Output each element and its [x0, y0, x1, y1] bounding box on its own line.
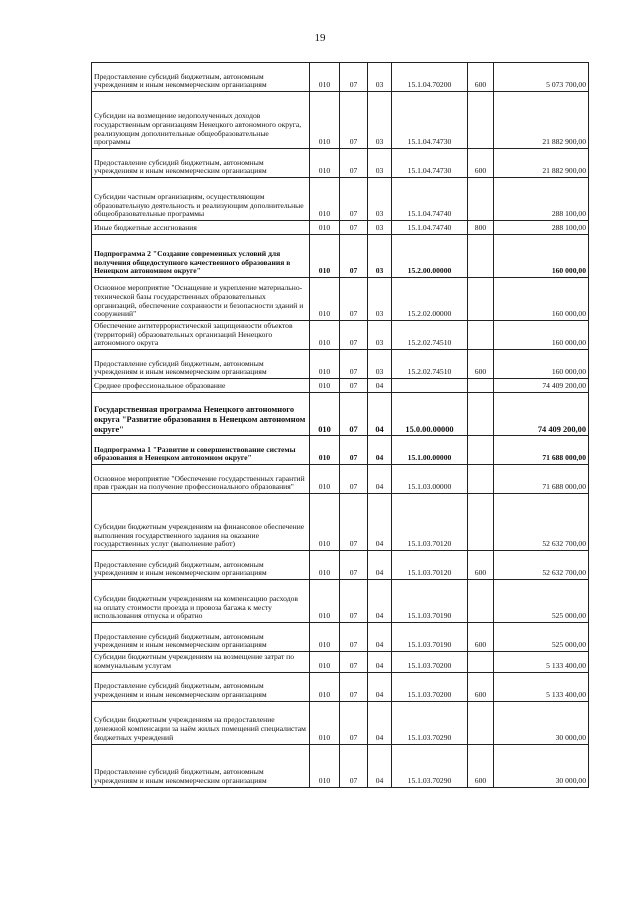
cell-name: Субсидии частным организациям, осуществляющим образовательную деятельность и реализующим дополнительные общеобразовательные программы [92, 178, 310, 221]
cell-expense-type [468, 321, 494, 350]
cell-expense-type [468, 701, 494, 744]
cell-section: 07 [340, 63, 368, 92]
table-row [92, 465, 589, 494]
cell-grbs: 010 [310, 278, 340, 321]
table-row [92, 278, 589, 321]
cell-expense-type [468, 178, 494, 221]
cell-grbs: 010 [310, 551, 340, 580]
cell-subsection: 03 [368, 321, 392, 350]
cell-subsection: 04 [368, 580, 392, 623]
table-row [92, 580, 589, 623]
cell-target-article: 15.0.00.00000 [392, 393, 468, 436]
table-row [92, 321, 589, 350]
cell-expense-type [468, 465, 494, 494]
cell-section: 07 [340, 465, 368, 494]
budget-table [91, 62, 589, 788]
cell-amount: 525 000,00 [494, 580, 589, 623]
cell-name: Субсидии бюджетным учреждениям на финансовое обеспечение выполнения государственного задания на оказание государственных услуг (выполнение работ) [92, 494, 310, 551]
cell-expense-type [468, 580, 494, 623]
cell-grbs: 010 [310, 350, 340, 379]
cell-name: Основное мероприятие "Оснащение и укрепление материально-технической базы государственных образовательных организаций, обеспечение сохранности и безопасности зданий и сооружений" [92, 278, 310, 321]
cell-expense-type [468, 393, 494, 436]
cell-amount: 74 409 200,00 [494, 393, 589, 436]
cell-subsection: 03 [368, 350, 392, 379]
cell-subsection: 04 [368, 623, 392, 652]
cell-grbs: 010 [310, 623, 340, 652]
cell-grbs: 010 [310, 744, 340, 787]
cell-subsection: 03 [368, 149, 392, 178]
cell-expense-type [468, 494, 494, 551]
cell-expense-type [468, 379, 494, 393]
cell-amount: 160 000,00 [494, 278, 589, 321]
cell-amount: 160 000,00 [494, 350, 589, 379]
cell-subsection: 04 [368, 652, 392, 672]
cell-name: Подпрограмма 2 "Создание современных условий для получения общедоступного качественного образования в Ненецком автономном округе" [92, 235, 310, 278]
cell-expense-type: 600 [468, 350, 494, 379]
cell-name: Субсидии бюджетным учреждениям на предоставление денежной компенсации за наём жилых помещений специалистам бюджетных учреждений [92, 701, 310, 744]
cell-subsection: 04 [368, 744, 392, 787]
cell-name: Предоставление субсидий бюджетным, автономным учреждениям и иным некоммерческим организациям [92, 350, 310, 379]
cell-target-article: 15.2.02.74510 [392, 321, 468, 350]
cell-expense-type: 600 [468, 672, 494, 701]
cell-grbs: 010 [310, 580, 340, 623]
table-row [92, 149, 589, 178]
cell-target-article: 15.2.02.74510 [392, 350, 468, 379]
table-row [92, 63, 589, 92]
cell-subsection: 03 [368, 235, 392, 278]
cell-subsection: 03 [368, 278, 392, 321]
cell-section: 07 [340, 701, 368, 744]
cell-section: 07 [340, 178, 368, 221]
cell-amount: 74 409 200,00 [494, 379, 589, 393]
cell-subsection: 04 [368, 379, 392, 393]
cell-name: Иные бюджетные ассигнования [92, 221, 310, 235]
cell-grbs: 010 [310, 221, 340, 235]
cell-target-article: 15.2.02.00000 [392, 278, 468, 321]
cell-section: 07 [340, 393, 368, 436]
cell-name: Предоставление субсидий бюджетным, автономным учреждениям и иным некоммерческим организациям [92, 63, 310, 92]
cell-amount: 52 632 700,00 [494, 551, 589, 580]
table-row [92, 379, 589, 393]
cell-amount: 5 133 400,00 [494, 652, 589, 672]
table-row [92, 672, 589, 701]
cell-amount: 52 632 700,00 [494, 494, 589, 551]
table-row [92, 551, 589, 580]
table-row [92, 235, 589, 278]
table-row [92, 92, 589, 149]
cell-section: 07 [340, 92, 368, 149]
cell-grbs: 010 [310, 379, 340, 393]
cell-expense-type: 600 [468, 149, 494, 178]
cell-grbs: 010 [310, 494, 340, 551]
cell-amount: 288 100,00 [494, 178, 589, 221]
cell-subsection: 04 [368, 393, 392, 436]
cell-section: 07 [340, 235, 368, 278]
cell-section: 07 [340, 350, 368, 379]
cell-grbs: 010 [310, 235, 340, 278]
cell-name: Основное мероприятие "Обеспечение государственных гарантий прав граждан на получение профессионального образования" [92, 465, 310, 494]
cell-expense-type [468, 235, 494, 278]
table-row [92, 623, 589, 652]
cell-section: 07 [340, 149, 368, 178]
cell-name: Среднее профессиональное образование [92, 379, 310, 393]
cell-target-article: 15.1.00.00000 [392, 436, 468, 465]
cell-target-article: 15.1.04.74730 [392, 149, 468, 178]
cell-grbs: 010 [310, 92, 340, 149]
table-row [92, 393, 589, 436]
cell-expense-type: 600 [468, 63, 494, 92]
cell-section: 07 [340, 744, 368, 787]
cell-grbs: 010 [310, 149, 340, 178]
table-row [92, 221, 589, 235]
table-row [92, 350, 589, 379]
cell-name: Субсидии бюджетным учреждениям на возмещение затрат по коммунальным услугам [92, 652, 310, 672]
cell-section: 07 [340, 278, 368, 321]
cell-section: 07 [340, 321, 368, 350]
cell-subsection: 04 [368, 701, 392, 744]
cell-subsection: 03 [368, 92, 392, 149]
cell-amount: 71 688 000,00 [494, 436, 589, 465]
cell-subsection: 03 [368, 178, 392, 221]
table-row [92, 652, 589, 672]
cell-subsection: 04 [368, 465, 392, 494]
cell-expense-type [468, 92, 494, 149]
cell-amount: 21 882 900,00 [494, 92, 589, 149]
cell-section: 07 [340, 379, 368, 393]
cell-target-article: 15.1.04.74740 [392, 221, 468, 235]
cell-target-article: 15.1.04.74740 [392, 178, 468, 221]
cell-target-article: 15.2.00.00000 [392, 235, 468, 278]
cell-amount: 160 000,00 [494, 235, 589, 278]
cell-target-article: 15.1.03.70290 [392, 701, 468, 744]
table-row [92, 436, 589, 465]
cell-amount: 160 000,00 [494, 321, 589, 350]
cell-amount: 525 000,00 [494, 623, 589, 652]
cell-section: 07 [340, 551, 368, 580]
cell-section: 07 [340, 580, 368, 623]
cell-target-article: 15.1.04.70200 [392, 63, 468, 92]
cell-name: Предоставление субсидий бюджетным, автономным учреждениям и иным некоммерческим организациям [92, 149, 310, 178]
cell-target-article: 15.1.04.74730 [392, 92, 468, 149]
cell-target-article: 15.1.03.70190 [392, 623, 468, 652]
cell-expense-type: 600 [468, 551, 494, 580]
cell-name: Предоставление субсидий бюджетным, автономным учреждениям и иным некоммерческим организациям [92, 672, 310, 701]
page-number: 19 [314, 32, 326, 44]
cell-expense-type: 600 [468, 744, 494, 787]
cell-amount: 30 000,00 [494, 744, 589, 787]
cell-amount: 5 073 700,00 [494, 63, 589, 92]
cell-expense-type [468, 278, 494, 321]
cell-grbs: 010 [310, 393, 340, 436]
cell-subsection: 04 [368, 672, 392, 701]
cell-section: 07 [340, 494, 368, 551]
cell-name: Субсидии на возмещение недополученных доходов государственным организациям Ненецкого автономного округа, реализующим дополнительные общеобразовательные программы [92, 92, 310, 149]
table-body [92, 63, 589, 788]
cell-subsection: 04 [368, 436, 392, 465]
cell-amount: 30 000,00 [494, 701, 589, 744]
cell-expense-type [468, 436, 494, 465]
cell-expense-type: 800 [468, 221, 494, 235]
cell-target-article [392, 379, 468, 393]
cell-name: Предоставление субсидий бюджетным, автономным учреждениям и иным некоммерческим организациям [92, 623, 310, 652]
cell-grbs: 010 [310, 652, 340, 672]
cell-section: 07 [340, 672, 368, 701]
table-row [92, 178, 589, 221]
cell-target-article: 15.1.03.70290 [392, 744, 468, 787]
cell-name: Предоставление субсидий бюджетным, автономным учреждениям и иным некоммерческим организациям [92, 551, 310, 580]
cell-target-article: 15.1.03.70190 [392, 580, 468, 623]
cell-subsection: 04 [368, 551, 392, 580]
cell-amount: 5 133 400,00 [494, 672, 589, 701]
cell-target-article: 15.1.03.70200 [392, 672, 468, 701]
cell-section: 07 [340, 623, 368, 652]
cell-section: 07 [340, 436, 368, 465]
cell-grbs: 010 [310, 701, 340, 744]
cell-section: 07 [340, 652, 368, 672]
table-row [92, 494, 589, 551]
cell-section: 07 [340, 221, 368, 235]
cell-expense-type [468, 652, 494, 672]
cell-name: Обеспечение антитеррористической защищенности объектов (территорий) образовательных организаций Ненецкого автономного округа [92, 321, 310, 350]
cell-grbs: 010 [310, 63, 340, 92]
cell-subsection: 03 [368, 221, 392, 235]
cell-target-article: 15.1.03.70200 [392, 652, 468, 672]
cell-amount: 21 882 900,00 [494, 149, 589, 178]
cell-name: Государственная программа Ненецкого автономного округа "Развитие образования в Ненецком автономном округе" [92, 393, 310, 436]
cell-target-article: 15.1.03.70120 [392, 551, 468, 580]
cell-subsection: 03 [368, 63, 392, 92]
cell-grbs: 010 [310, 672, 340, 701]
cell-grbs: 010 [310, 321, 340, 350]
table-row [92, 701, 589, 744]
cell-grbs: 010 [310, 436, 340, 465]
cell-grbs: 010 [310, 178, 340, 221]
cell-name: Предоставление субсидий бюджетным, автономным учреждениям и иным некоммерческим организациям [92, 744, 310, 787]
cell-amount: 71 688 000,00 [494, 465, 589, 494]
cell-amount: 288 100,00 [494, 221, 589, 235]
cell-target-article: 15.1.03.00000 [392, 465, 468, 494]
cell-name: Подпрограмма 1 "Развитие и совершенствование системы образования в Ненецком автономном округе" [92, 436, 310, 465]
cell-subsection: 04 [368, 494, 392, 551]
cell-expense-type: 600 [468, 623, 494, 652]
cell-grbs: 010 [310, 465, 340, 494]
table-row [92, 744, 589, 787]
cell-target-article: 15.1.03.70120 [392, 494, 468, 551]
cell-name: Субсидии бюджетным учреждениям на компенсацию расходов на оплату стоимости проезда и провоза багажа к месту использования отпуска и обратно [92, 580, 310, 623]
